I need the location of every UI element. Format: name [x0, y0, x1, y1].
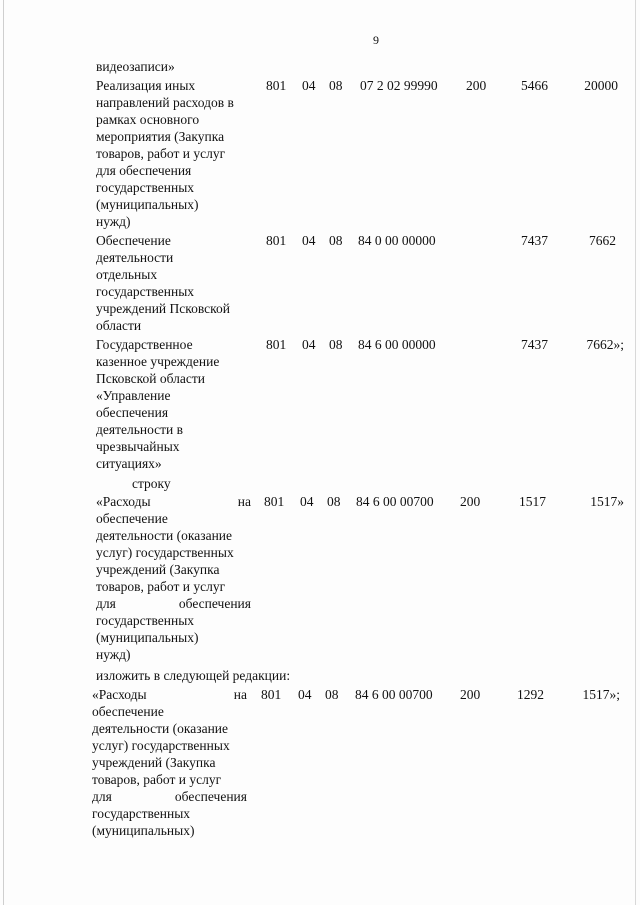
cell-vr: 200: [466, 78, 487, 93]
row-name: «Расходы на обеспечение деятельности (оказание услуг) государственных учреждений (Закупка товаров, работ и услуг для обеспечения государственных (муниципальных): [92, 687, 247, 838]
cell-pr: 08: [325, 687, 339, 702]
row-name: Обеспечение деятельности отдельных государственных учреждений Псковской области: [96, 233, 231, 333]
cell-pr: 08: [329, 233, 343, 248]
cell-sum2: 7662: [589, 233, 616, 248]
cell-ved: 801: [261, 687, 282, 702]
cell-vr: 200: [460, 494, 481, 509]
cell-sum1: 5466: [521, 78, 548, 93]
cell-rz: 04: [302, 337, 316, 352]
cell-pr: 08: [329, 337, 343, 352]
cell-csr: 84 6 00 00700: [355, 687, 433, 702]
cell-sum1: 7437: [521, 233, 548, 248]
intro-line: видеозаписи»: [96, 59, 175, 74]
scan-edge-right: [635, 0, 636, 905]
cell-csr: 84 6 00 00700: [356, 494, 434, 509]
cell-sum1: 1517: [519, 494, 546, 509]
cell-rz: 04: [300, 494, 314, 509]
cell-ved: 801: [266, 233, 287, 248]
cell-rz: 04: [298, 687, 312, 702]
cell-ved: 801: [264, 494, 285, 509]
cell-sum2: 1517»;: [582, 687, 620, 702]
cell-ved: 801: [266, 78, 287, 93]
cell-csr: 84 6 00 00000: [358, 337, 436, 352]
cell-csr: 07 2 02 99990: [360, 78, 438, 93]
cell-csr: 84 0 00 00000: [358, 233, 436, 248]
row-name: Реализация иных направлений расходов в рамках основного мероприятия (Закупка товаров, работ и услуг для обеспечения государственных (муниципальных) нужд): [96, 78, 234, 229]
izlozhit-label: изложить в следующей редакции:: [96, 668, 291, 683]
cell-sum1: 7437: [521, 337, 548, 352]
stroku-label: строку: [132, 476, 171, 491]
row-name: «Расходы на обеспечение деятельности (оказание услуг) государственных учреждений (Закупка товаров, работ и услуг для обеспечения государственных (муниципальных) нужд): [96, 494, 251, 662]
cell-sum2: 1517»: [590, 494, 624, 509]
cell-sum2: 7662»;: [586, 337, 624, 352]
cell-pr: 08: [327, 494, 341, 509]
row-name: Государственное казенное учреждение Псковской области «Управление обеспечения деятельности в чрезвычайных ситуациях»: [96, 337, 220, 471]
cell-rz: 04: [302, 233, 316, 248]
cell-sum1: 1292: [517, 687, 544, 702]
cell-rz: 04: [302, 78, 316, 93]
cell-pr: 08: [329, 78, 343, 93]
cell-vr: 200: [460, 687, 481, 702]
cell-sum2: 20000: [584, 78, 618, 93]
page-number: 9: [373, 33, 379, 47]
scan-edge-left: [3, 0, 4, 905]
cell-ved: 801: [266, 337, 287, 352]
